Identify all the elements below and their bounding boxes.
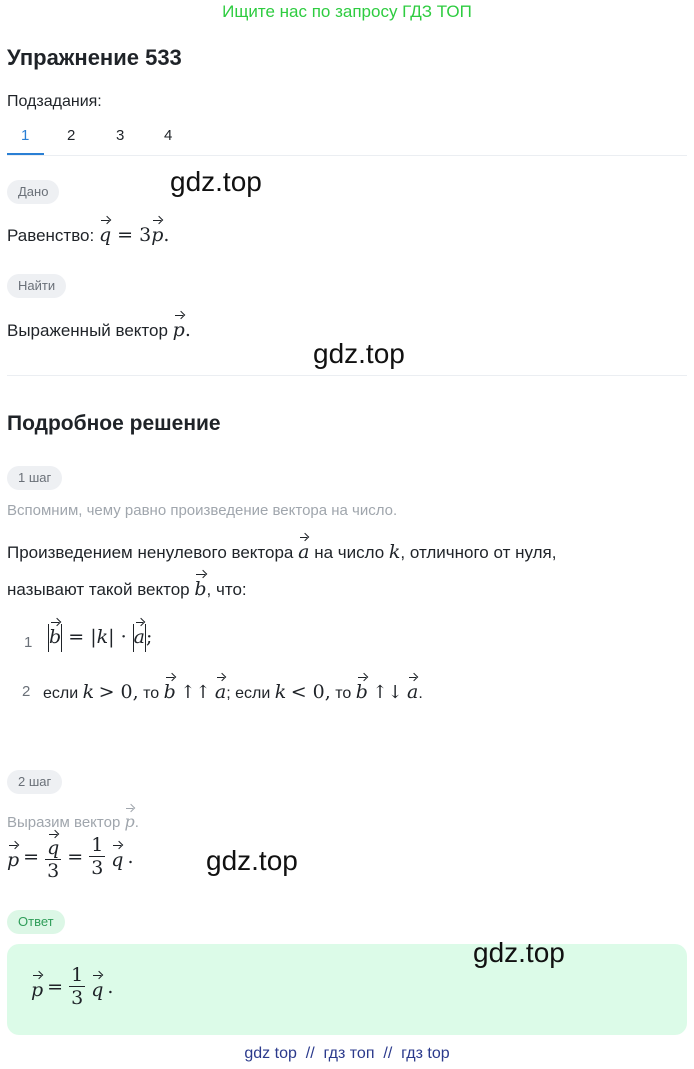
find-label: Выраженный вектор — [7, 321, 168, 340]
vector-p: p — [151, 218, 163, 246]
given-label: Равенство: — [7, 226, 95, 245]
watermark: gdz.top — [206, 845, 298, 876]
find-chip: Найти — [7, 274, 66, 298]
tab-1[interactable]: 1 — [21, 127, 30, 144]
given-formula: q = 3p. — [99, 224, 170, 246]
definition-line-1: Произведением ненулевого вектора a на число k, отличного от нуля, — [7, 535, 556, 563]
page-title: Упражнение 533 — [7, 45, 182, 70]
solution-heading: Подробное решение — [7, 412, 221, 435]
section-divider — [7, 375, 687, 376]
step1-hint: Вспомним, чему равно произведение вектора на число. — [7, 502, 398, 519]
vector-b: b — [194, 572, 206, 600]
vector-a: a — [298, 535, 309, 563]
tab-3[interactable]: 3 — [116, 127, 125, 144]
magnitude-formula: b = |k| · a; — [48, 620, 152, 652]
footer-links[interactable]: gdz top // гдз топ // гдз top — [244, 1045, 450, 1062]
watermark: gdz.top — [170, 166, 262, 197]
answer-chip: Ответ — [7, 910, 65, 934]
step2-formula: p = $\frac{q}{3}$ = $\frac{1}{3}$ q . — [7, 834, 134, 882]
step2-chip: 2 шаг — [7, 770, 62, 794]
vector-p: p — [173, 313, 185, 341]
given-equation — [7, 218, 169, 246]
search-banner: Ищите нас по запросу ГДЗ ТОП — [222, 2, 472, 21]
list-number: 2 — [22, 683, 31, 700]
direction-formula: если k > 0, то b ↑↑ a; если k < 0, то b ↑↓ a. — [43, 675, 423, 703]
list-number: 1 — [24, 634, 33, 651]
definition-line-2: называют такой вектор b, что: — [7, 572, 247, 600]
answer-formula: p = $\frac{1}{3}$ q . — [31, 964, 114, 1009]
watermark: gdz.top — [473, 937, 565, 968]
tab-2[interactable]: 2 — [67, 127, 76, 144]
tab-4[interactable]: 4 — [164, 127, 173, 144]
vector-q: q — [99, 218, 111, 246]
step1-chip: 1 шаг — [7, 466, 62, 490]
find-statement: Выраженный вектор p. — [7, 313, 191, 341]
subtasks-label: Подзадания: — [7, 93, 102, 110]
step2-hint: Выразим вектор p. — [7, 806, 139, 831]
watermark: gdz.top — [313, 338, 405, 369]
given-chip: Дано — [7, 180, 59, 204]
tabs-divider — [7, 155, 687, 156]
